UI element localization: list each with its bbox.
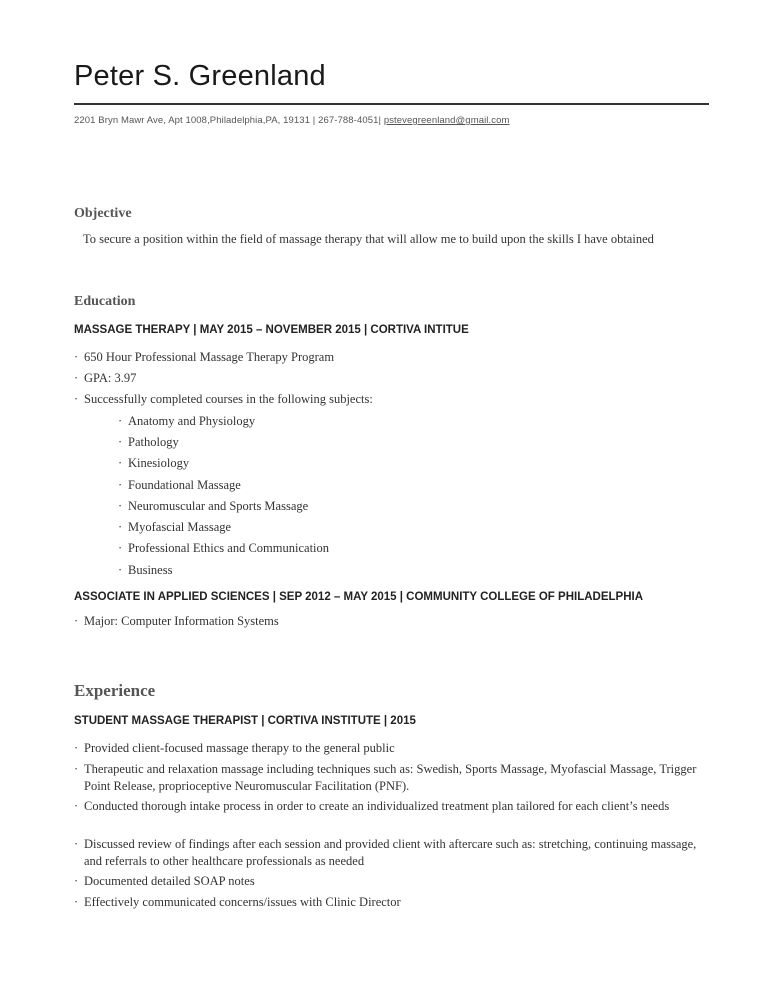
education-heading: Education — [74, 294, 136, 309]
list-item — [74, 740, 704, 757]
list-item-text: Myofascial Massage — [128, 520, 232, 534]
list-item-text: Business — [128, 563, 173, 577]
sub-list-item — [118, 477, 698, 494]
list-item-text: Discussed review of findings after each session and provided client with aftercare such as: stretching, continuing massage, and referrals to other healthcare professionals as needed — [84, 837, 697, 868]
list-item-text: Effectively communicated concerns/issues with Clinic Director — [84, 895, 401, 909]
list-item — [74, 836, 704, 870]
experience-heading: Experience — [74, 681, 156, 700]
sub-list-item — [118, 540, 698, 557]
list-item-text: Professional Ethics and Communication — [128, 541, 330, 555]
bullet-dot: · — [74, 614, 79, 628]
sub-list-item — [118, 519, 698, 536]
objective-text: To secure a position within the field of massage therapy that will allow me to build upon the skills I have obtained — [83, 232, 654, 246]
list-item-text: Anatomy and Physiology — [128, 414, 256, 428]
list-item-text: Kinesiology — [128, 456, 190, 470]
bullet-dot: · — [74, 799, 79, 813]
bullet-dot: · — [118, 414, 123, 428]
list-item — [74, 613, 704, 630]
objective-heading: Objective — [74, 206, 132, 221]
list-item-text: Therapeutic and relaxation massage including techniques such as: Swedish, Sports Massage, Myofascial Massage, Trigger Point Release, proprioceptive Neuromuscular Facilitation (PNF). — [84, 762, 697, 793]
bullet-dot: · — [74, 350, 79, 364]
sub-list-item — [118, 498, 698, 515]
sub-list-item — [118, 562, 698, 579]
sub-list-item — [118, 413, 698, 430]
education-entry-title: ASSOCIATE IN APPLIED SCIENCES | SEP 2012 – MAY 2015 | COMMUNITY COLLEGE OF PHILADELPHIA — [74, 591, 643, 603]
list-item-text: Conducted thorough intake process in order to create an individualized treatment plan tailored for each client’s needs — [84, 799, 670, 813]
bullet-dot: · — [118, 435, 123, 449]
header-divider — [74, 103, 709, 105]
bullet-dot: · — [74, 895, 79, 909]
bullet-dot: · — [74, 837, 79, 851]
list-item-text: GPA: 3.97 — [84, 371, 137, 385]
bullet-dot: · — [118, 499, 123, 513]
list-item-text: Documented detailed SOAP notes — [84, 874, 255, 888]
contact-address-phone: 2201 Bryn Mawr Ave, Apt 1008,Philadelphia,PA, 19131 | 267-788-4051| — [74, 115, 382, 126]
bullet-dot: · — [118, 456, 123, 470]
bullet-dot: · — [74, 371, 79, 385]
bullet-dot: · — [74, 741, 79, 755]
education-entry-title: MASSAGE THERAPY | MAY 2015 – NOVEMBER 2015 | CORTIVA INTITUE — [74, 324, 469, 336]
list-item-text: Foundational Massage — [128, 478, 241, 492]
bullet-dot: · — [74, 874, 79, 888]
sub-list-item — [118, 434, 698, 451]
bullet-dot: · — [118, 520, 123, 534]
list-item-text: Successfully completed courses in the following subjects: — [84, 392, 373, 406]
bullet-dot: · — [118, 478, 123, 492]
email-link[interactable]: pstevegreenland@gmail.com — [383, 115, 510, 126]
list-item — [74, 349, 704, 366]
list-item — [74, 370, 704, 387]
bullet-dot: · — [118, 541, 123, 555]
list-item — [74, 894, 704, 911]
contact-line — [74, 115, 510, 126]
list-item-text: Major: Computer Information Systems — [84, 614, 279, 628]
candidate-name: Peter S. Greenland — [74, 60, 326, 92]
list-item-text: Provided client-focused massage therapy to the general public — [84, 741, 395, 755]
bullet-dot: · — [118, 563, 123, 577]
bullet-dot: · — [74, 392, 79, 406]
bullet-dot: · — [74, 762, 79, 776]
list-item-text: Neuromuscular and Sports Massage — [128, 499, 309, 513]
list-item — [74, 761, 704, 795]
list-item — [74, 873, 704, 890]
list-item-text: Pathology — [128, 435, 179, 449]
list-item — [74, 798, 704, 815]
experience-entry-title: STUDENT MASSAGE THERAPIST | CORTIVA INSTITUTE | 2015 — [74, 715, 416, 727]
sub-list-item — [118, 455, 698, 472]
list-item — [74, 391, 704, 408]
list-item-text: 650 Hour Professional Massage Therapy Program — [84, 350, 335, 364]
